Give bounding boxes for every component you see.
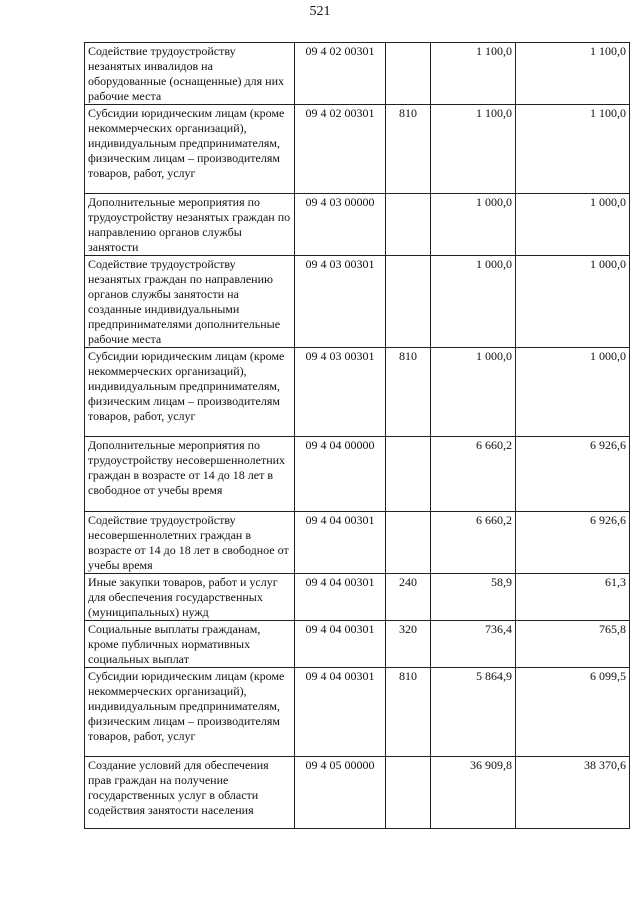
row-name: Дополнительные мероприятия по трудоустройству незанятых граждан по направлению органов службы занятости [85, 194, 295, 256]
row-code: 09 4 03 00301 [295, 348, 386, 437]
row-expense-type [386, 43, 431, 105]
row-expense-type: 810 [386, 348, 431, 437]
row-value-1: 1 000,0 [431, 256, 516, 348]
row-code: 09 4 02 00301 [295, 43, 386, 105]
row-code: 09 4 02 00301 [295, 105, 386, 194]
row-value-2: 1 000,0 [516, 348, 630, 437]
row-value-1: 5 864,9 [431, 668, 516, 757]
row-name: Субсидии юридическим лицам (кроме некоммерческих организаций), индивидуальным предпринимателям, физическим лицам – производителям товаров, работ, услуг [85, 105, 295, 194]
row-value-1: 58,9 [431, 574, 516, 621]
row-code: 09 4 04 00301 [295, 574, 386, 621]
row-name: Иные закупки товаров, работ и услуг для обеспечения государственных (муниципальных) нужд [85, 574, 295, 621]
row-code: 09 4 03 00301 [295, 256, 386, 348]
row-name: Субсидии юридическим лицам (кроме некоммерческих организаций), индивидуальным предпринимателям, физическим лицам – производителям товаров, работ, услуг [85, 668, 295, 757]
row-expense-type [386, 757, 431, 829]
row-expense-type: 240 [386, 574, 431, 621]
row-name: Содействие трудоустройству несовершеннолетних граждан в возрасте от 14 до 18 лет в свободное от учебы время [85, 512, 295, 574]
row-value-1: 6 660,2 [431, 437, 516, 512]
row-value-2: 1 000,0 [516, 256, 630, 348]
row-value-2: 6 926,6 [516, 437, 630, 512]
table-row [85, 437, 630, 512]
row-code: 09 4 04 00301 [295, 668, 386, 757]
row-name: Социальные выплаты гражданам, кроме публичных нормативных социальных выплат [85, 621, 295, 668]
table-row [85, 194, 630, 256]
row-expense-type [386, 194, 431, 256]
row-value-1: 6 660,2 [431, 512, 516, 574]
row-expense-type: 810 [386, 105, 431, 194]
row-expense-type: 810 [386, 668, 431, 757]
table-row [85, 574, 630, 621]
row-value-1: 736,4 [431, 621, 516, 668]
row-expense-type [386, 256, 431, 348]
row-value-2: 61,3 [516, 574, 630, 621]
row-value-1: 1 100,0 [431, 43, 516, 105]
table-row [85, 512, 630, 574]
table-row [85, 757, 630, 829]
row-name: Создание условий для обеспечения прав граждан на получение государственных услуг в области содействия занятости населения [85, 757, 295, 829]
row-value-1: 1 100,0 [431, 105, 516, 194]
row-value-2: 6 099,5 [516, 668, 630, 757]
row-code: 09 4 04 00000 [295, 437, 386, 512]
row-value-1: 1 000,0 [431, 348, 516, 437]
row-value-1: 36 909,8 [431, 757, 516, 829]
row-name: Содействие трудоустройству незанятых граждан по направлению органов службы занятости на созданные индивидуальными предпринимателями дополнительные рабочие места [85, 256, 295, 348]
table-row [85, 621, 630, 668]
row-name: Содействие трудоустройству незанятых инвалидов на оборудованные (оснащенные) для них рабочие места [85, 43, 295, 105]
row-expense-type: 320 [386, 621, 431, 668]
page-number: 521 [309, 4, 331, 19]
row-code: 09 4 05 00000 [295, 757, 386, 829]
row-expense-type [386, 437, 431, 512]
row-value-1: 1 000,0 [431, 194, 516, 256]
row-code: 09 4 03 00000 [295, 194, 386, 256]
row-name: Субсидии юридическим лицам (кроме некоммерческих организаций), индивидуальным предпринимателям, физическим лицам – производителям товаров, работ, услуг [85, 348, 295, 437]
row-value-2: 38 370,6 [516, 757, 630, 829]
row-value-2: 1 100,0 [516, 43, 630, 105]
table-row [85, 668, 630, 757]
table-row [85, 256, 630, 348]
row-code: 09 4 04 00301 [295, 512, 386, 574]
row-value-2: 1 100,0 [516, 105, 630, 194]
row-value-2: 1 000,0 [516, 194, 630, 256]
table-row [85, 105, 630, 194]
table-row [85, 43, 630, 105]
row-value-2: 6 926,6 [516, 512, 630, 574]
row-name: Дополнительные мероприятия по трудоустройству несовершеннолетних граждан в возрасте от 14 до 18 лет в свободное от учебы время [85, 437, 295, 512]
row-code: 09 4 04 00301 [295, 621, 386, 668]
table-row [85, 348, 630, 437]
budget-table [84, 42, 630, 829]
row-value-2: 765,8 [516, 621, 630, 668]
row-expense-type [386, 512, 431, 574]
